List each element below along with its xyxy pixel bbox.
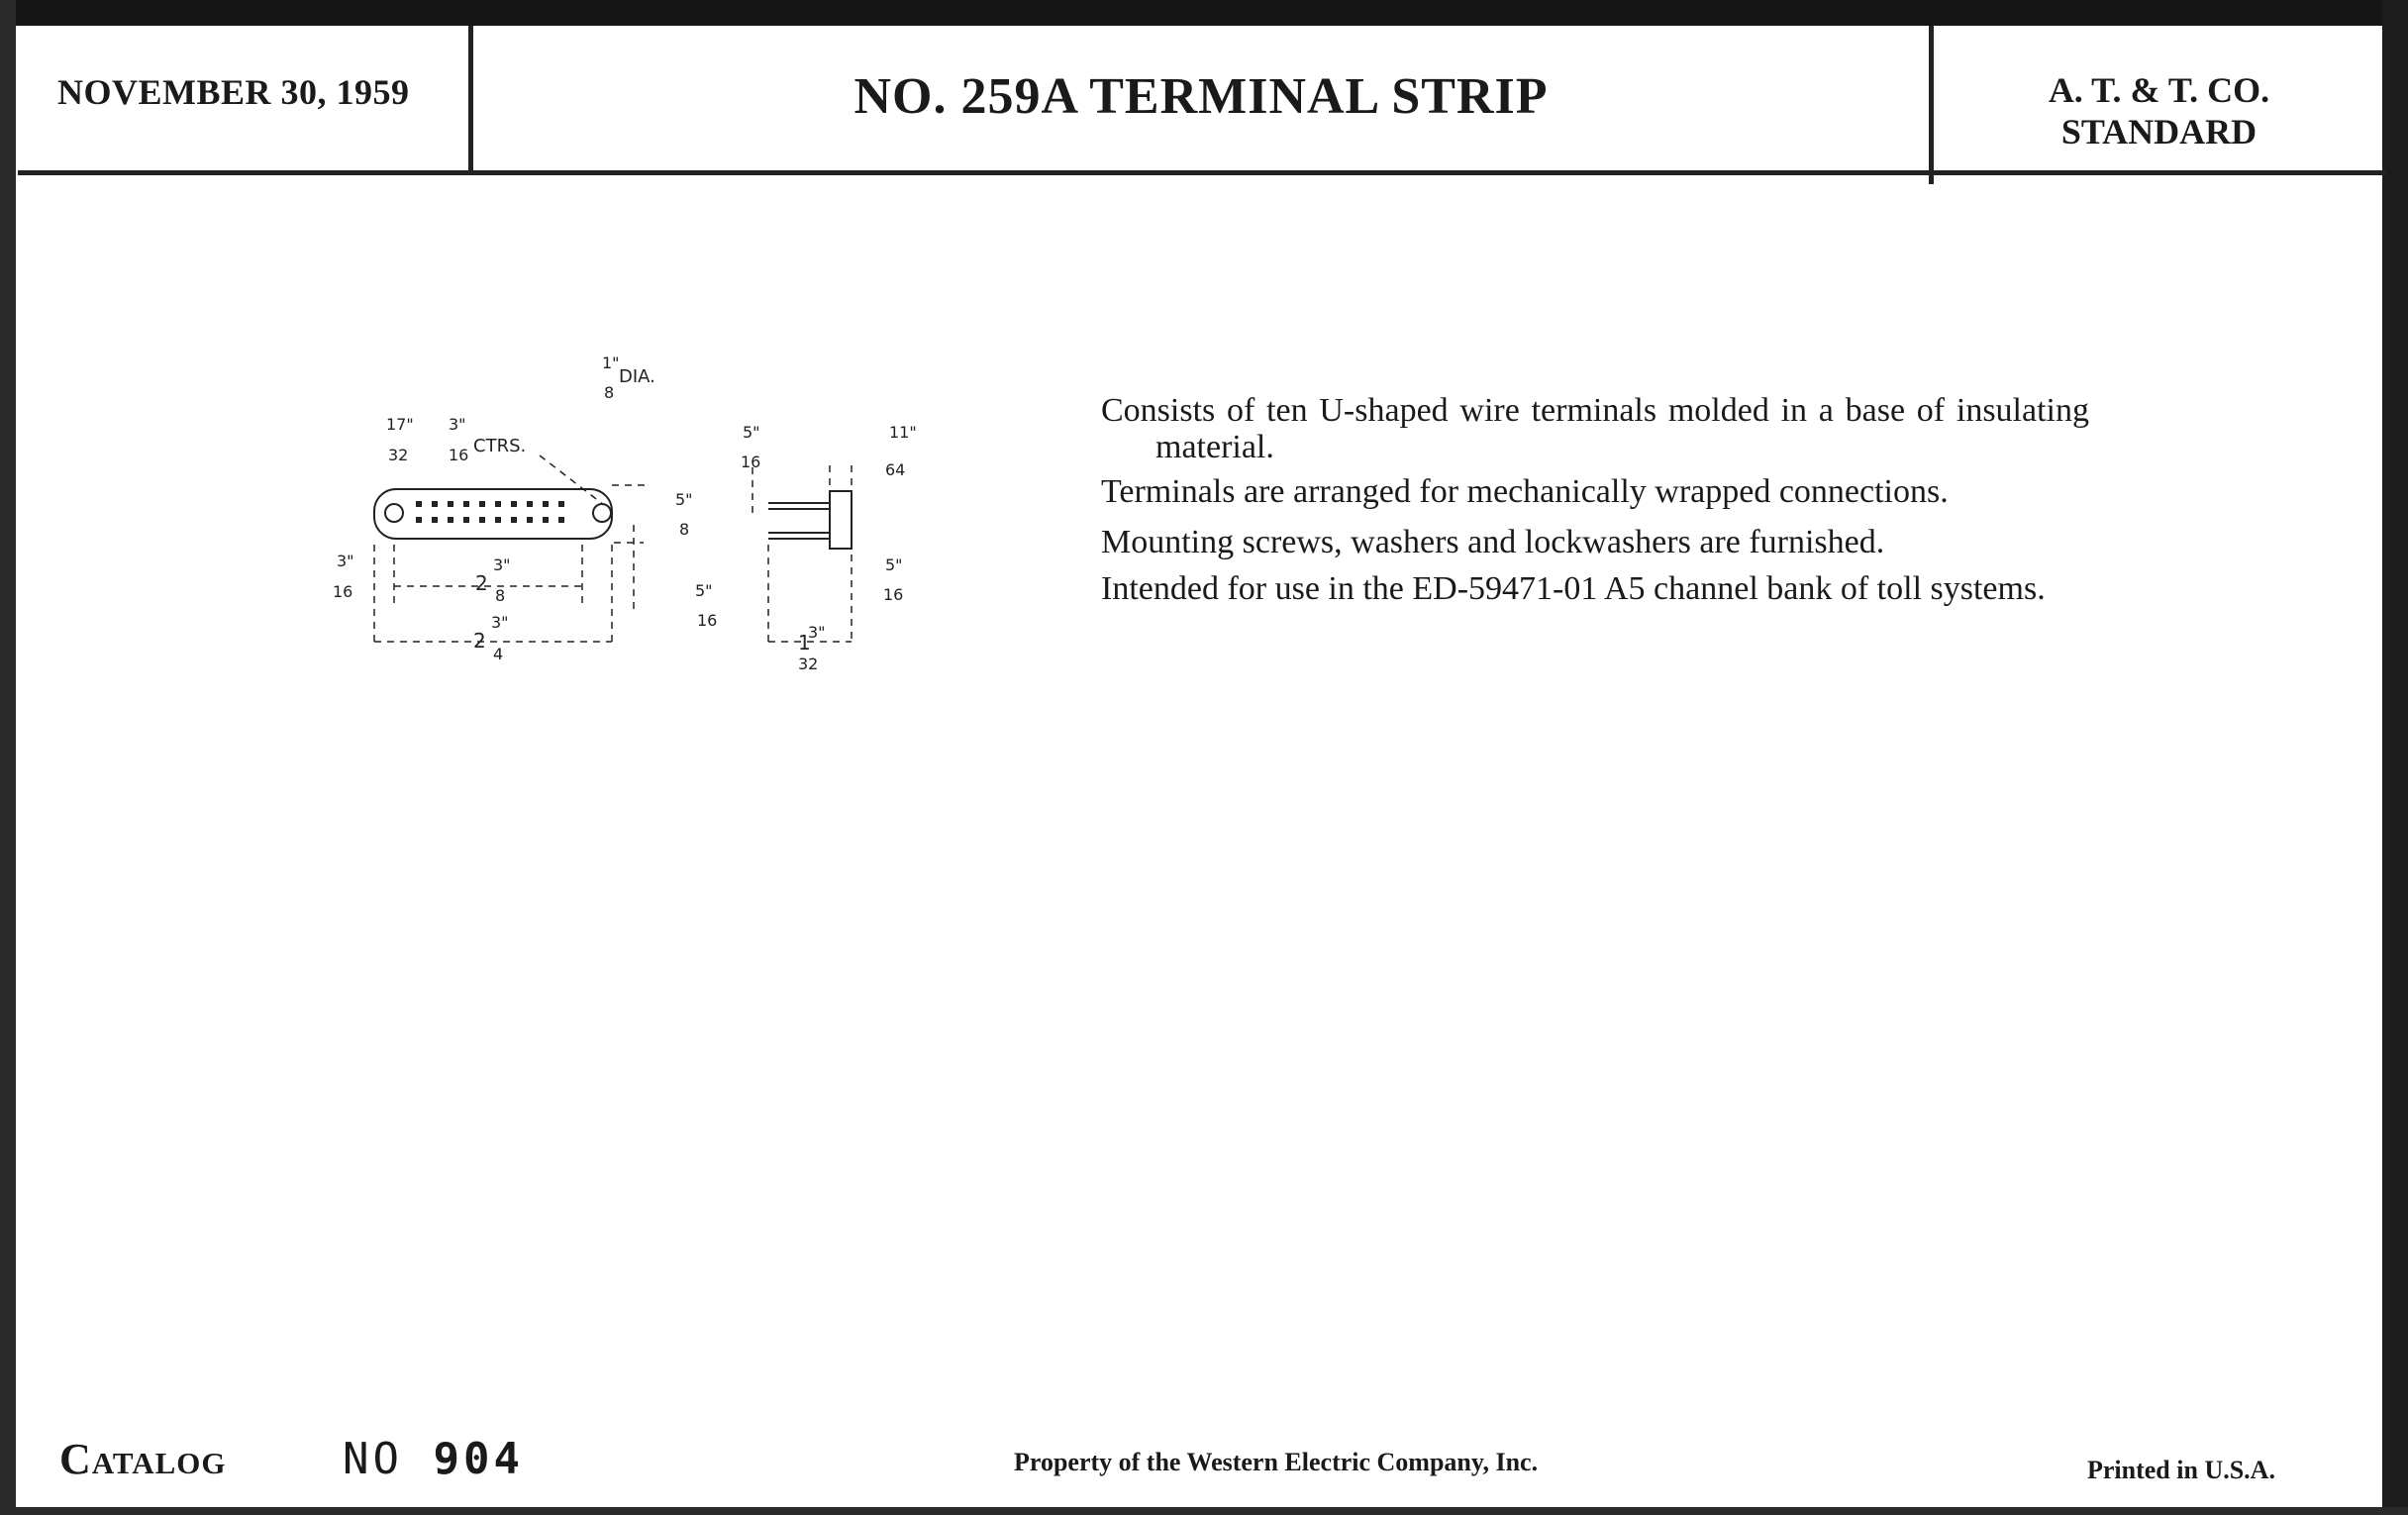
page-title: NO. 259A TERMINAL STRIP	[853, 68, 1549, 125]
terminal-dot	[432, 501, 438, 507]
terminal-dot	[479, 517, 485, 523]
scan-border-left	[0, 0, 16, 1515]
terminal-dot	[543, 517, 549, 523]
length-whole: 2	[473, 629, 486, 653]
length-den: 4	[493, 645, 504, 663]
catalog-no-prefix: NO	[343, 1434, 403, 1484]
scan-border-top	[0, 0, 2408, 26]
description-paragraph: Consists of ten U-shaped wire terminals molded in a base of insulating material.	[1101, 392, 2089, 465]
terminal-dot	[511, 517, 517, 523]
terminal-dot	[416, 517, 422, 523]
catalog-label: Catalog	[59, 1435, 227, 1483]
description-paragraph: Terminals are arranged for mechanically wrapped connections.	[1101, 473, 1949, 510]
printed-notice: Printed in U.S.A.	[2087, 1456, 2275, 1484]
pitch-den: 16	[449, 446, 469, 464]
base-den: 16	[883, 585, 904, 604]
terminal-dot	[463, 517, 469, 523]
terminal-dot	[511, 501, 517, 507]
terminal-dot	[527, 501, 533, 507]
header-rule	[18, 170, 2386, 175]
height-den: 8	[679, 520, 690, 539]
edge-num: 3"	[337, 552, 354, 570]
property-notice: Property of the Western Electric Company, Inc.	[1014, 1448, 1539, 1476]
pitch-num: 3"	[449, 415, 466, 434]
lead-num: 5"	[695, 581, 713, 600]
depth-den: 32	[798, 655, 819, 673]
depth-whole: 1	[798, 631, 811, 655]
scan-border-right	[2382, 0, 2408, 1515]
catalog-number	[343, 1434, 524, 1484]
side-top-num: 5"	[743, 423, 760, 442]
description-paragraph: Intended for use in the ED-59471-01 A5 channel bank of toll systems.	[1101, 570, 2046, 607]
terminal-dot	[432, 517, 438, 523]
terminal-dot	[416, 501, 422, 507]
terminal-dot	[527, 517, 533, 523]
dia-label: DIA.	[619, 366, 655, 387]
length-num: 3"	[491, 613, 509, 632]
hole-dia-den: 8	[604, 383, 615, 402]
description-paragraph: Mounting screws, washers and lockwashers are furnished.	[1101, 524, 1885, 560]
mount-hole-right	[593, 504, 611, 522]
span-den: 8	[495, 586, 506, 605]
span-whole: 2	[475, 571, 488, 595]
terminal-dot	[479, 501, 485, 507]
thickness-num: 11"	[889, 423, 917, 442]
terminal-dot	[463, 501, 469, 507]
terminal-dot	[448, 501, 453, 507]
terminal-dot	[558, 517, 564, 523]
terminal-dot	[448, 517, 453, 523]
scan-border-bottom	[0, 1507, 2408, 1515]
side-top-den: 16	[741, 453, 761, 471]
depth-num: 3"	[808, 623, 826, 642]
height-num: 5"	[675, 490, 693, 509]
standard-line-1: A. T. & T. CO.	[2048, 70, 2270, 110]
end-offset-den: 32	[388, 446, 409, 464]
lead-den: 16	[697, 611, 718, 630]
terminal-dot	[558, 501, 564, 507]
catalog-no-value: 904	[433, 1434, 524, 1484]
strip-body-front	[374, 489, 612, 539]
standard-block	[1934, 69, 2384, 152]
terminal-strip-drawing	[317, 347, 951, 703]
mount-hole-left	[385, 504, 403, 522]
edge-den: 16	[333, 582, 353, 601]
ctrs-label: CTRS.	[473, 436, 527, 456]
standard-line-2: STANDARD	[2060, 112, 2258, 152]
issue-date: NOVEMBER 30, 1959	[57, 72, 410, 112]
terminal-dot	[543, 501, 549, 507]
description	[1101, 392, 2089, 615]
thickness-den: 64	[885, 460, 906, 479]
hole-dia-num: 1"	[602, 354, 620, 372]
strip-body-side	[830, 491, 852, 549]
terminal-dot	[495, 501, 501, 507]
terminal-dot	[495, 517, 501, 523]
end-offset-num: 17"	[386, 415, 414, 434]
span-num: 3"	[493, 556, 511, 574]
base-num: 5"	[885, 556, 903, 574]
